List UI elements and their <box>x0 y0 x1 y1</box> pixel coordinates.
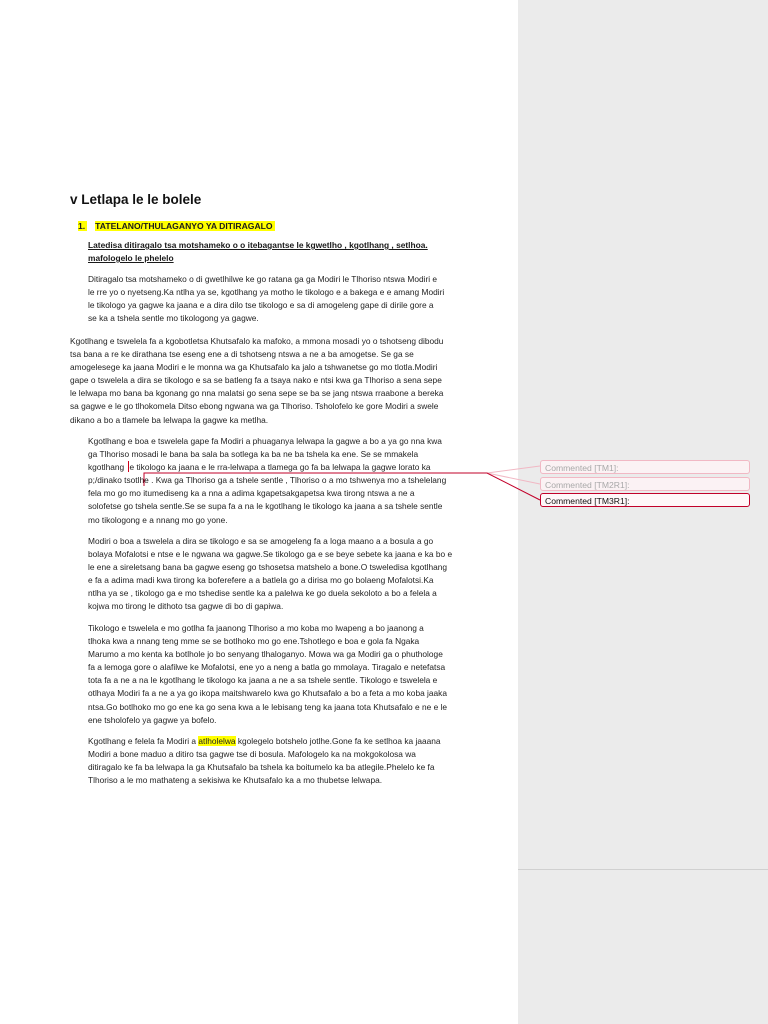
paragraph-4 <box>88 535 508 614</box>
text-line: fa a lemoga gore o alafilwe ke Mofalotsi, ene yo a neng a batla go mmolaya. Tiragalo e netefatsa <box>88 662 446 673</box>
text-line: Marumo a mo kenta ka botlhole jo bo senyang tlhaloganyo. Mowa wa ga Modiri ga o phuthologe <box>88 649 443 660</box>
text-line: Tikologo e tswelela e mo gotlha fa jaanong Tlhoriso a mo koba mo lwapeng a bo jaanong a <box>88 623 424 633</box>
text-line-commented <box>88 461 508 474</box>
comment-tm1[interactable]: Commented [TM1]: <box>540 460 750 474</box>
text-line: Ditiragalo tsa motshameko o di gwetlhilwe ke go ratana ga ga Modiri le Tlhoriso ntswa Modiri e <box>88 274 438 284</box>
text-line: sa gagwe e le go tlhokomela Ditso ebong ngwana wa ga Tlhoriso. Tsholofelo ke gore Modiri a swele <box>70 401 439 412</box>
text-line: se ka a tshela sentle mo tikologong ya gagwe. <box>88 313 259 324</box>
comment-tm3r1[interactable]: Commented [TM3R1]: <box>540 493 750 507</box>
text-line: tota fa a ne a na le kgotlhang le tikologo ka jaana a ne a sa tshele sentle. Tikologo e tswelela e <box>88 675 438 686</box>
text-line: ntlha ya se , tikologo ga e mo tshedise sentle ka a palelwa ke go duela sekoloto a bo a felela a <box>88 588 437 599</box>
text-line: le rre yo o nyetseng.Ka ntlha ya se, kgotlhang ya motho le tikologo e a bakega e e amang Modiri <box>88 287 445 298</box>
text-line: Kgotlhang e boa e tswelela gape fa Modiri a phuaganya lelwapa la gagwe a bo a ya go nna kwa <box>88 436 442 446</box>
text-line: tsa bana a re ke dirathana tse eseng ene a di tshotseng ntswa a ne a ba amogetse. Se ga se <box>70 349 414 360</box>
text-line: le tikologo ya gagwe ka jaana e a dira dilo tse tikologo e sa di amogeleng gape di dirile gore a <box>88 300 434 311</box>
text-line: mo tikologong e a nnang mo go yone. <box>88 514 228 525</box>
text-line: kojwa mo tirong le dithoto tsa gagwe di bo di gapiwa. <box>88 601 284 612</box>
text-line: otlhaya Modiri fa a ne a ya go ikopa maitshwarelo kwa go Khutsafalo a bo a feta a mo koba jaaka <box>88 688 447 699</box>
text-line: ene tsholofelo ya gagwe ya bofelo. <box>88 714 217 725</box>
paragraph-1 <box>88 273 508 325</box>
text-line: le lelwapa mo bana ba kgonang go nna malatsi go sena sepe se ba se jang ntswa rraabone a bereka <box>70 388 444 399</box>
paragraph-5 <box>88 622 508 727</box>
text-line: Tlhoriso a le mo mathateng a sekisiwa ke Khutsafalo ka a mo thubetse lelwapa. <box>88 775 383 786</box>
text-line: dikano a bo a tlamele ba lelwapa la gagwe ka metlha. <box>70 414 269 425</box>
paragraph-2 <box>70 335 510 427</box>
section-subheading <box>88 239 488 265</box>
heading-text: TATELANO/THULAGANYO YA DITIRAGALO <box>95 221 273 231</box>
text-line-highlighted <box>88 735 508 748</box>
text-run: Kgotlhang e felela fa Modiri a <box>88 736 199 746</box>
commented-text[interactable]: e <box>129 462 135 473</box>
text-line: fela mo go mo itumediseng ka a nna a adima kgapetsakgapetsa kwa tirong ntswa a ne a <box>88 488 415 499</box>
text-line: solofetse go tshela sentle.Se se supa fa a na le kgotlhang le tikologo ka jaana a sa tshele sentle <box>88 501 443 512</box>
highlighted-word: atlholelwa <box>198 736 236 746</box>
text-line: ditiragalo ke fa ba lelwapa la ga Khutsafalo ba tshela ka boitumelo ka ba atlegile.Phelelo ke fa <box>88 762 435 773</box>
text-line: Modiri a bone maduo a ditiro tsa gagwe tse di bosula. Mafologelo ka na mokgokolosa wa <box>88 749 416 760</box>
text-line: tlhoka kwa a nnang teng mme se se botlhoko mo go ene.Tshotlego e boa e gola fa Ngaka <box>88 636 420 647</box>
margin-divider <box>518 869 768 870</box>
paragraph-3 <box>88 435 508 527</box>
text-line: bolaya Mofalotsi e ntse e le ngwana wa gagwe.Se tikologo ga e se beye sebete ka jaana e ka bo e <box>88 549 453 560</box>
text-line: amogelesege ka jaana Modiri e le monna wa ga Khutsafalo ka jalo a tshwanetse go mo tlotla.Modiri <box>70 362 438 373</box>
text-run: kgotlhang <box>88 462 127 473</box>
subheading-line: mafologelo le phelelo <box>88 253 174 263</box>
comments-margin-pane <box>518 0 768 1024</box>
text-run: kgolegelo botshelo jotlhe.Gone fa ke setlhoa ka jaaana <box>235 736 441 746</box>
paragraph-6 <box>88 735 508 787</box>
comment-anchor-marker[interactable] <box>128 461 129 472</box>
text-line: e fa a adima madi kwa tirong ka boferefere a a batlela go a dirisa mo go bolaeng Mofalotsi.Ka <box>88 575 434 586</box>
heading-number: 1. <box>78 221 86 231</box>
text-run: tikologo ka jaana e le rra-lelwapa a tlamega go fa ba lelwapa la gagwe lorato ka <box>134 462 431 473</box>
text-line: ntsa.Go botlhoko mo go ene ka go sena kwa a le lebisang teng ka jaana tota Khutsafalo e ne e le <box>88 701 448 712</box>
comment-tm2r1[interactable]: Commented [TM2R1]: <box>540 477 750 491</box>
text-line: p;/dinako tsotlhe . Kwa ga Tlhoriso ga a tshele sentle , Tlhoriso o a mo tshwenya mo a tshelelang <box>88 475 447 486</box>
text-line: gape o tswelela a dira se tikologo e sa se batleng fa a tsaya nako e ntsi kwa ga Tlhoriso a sena sepe <box>70 375 442 386</box>
text-line: le ene a sireletsang bana ba gagwe eseng go tshosetsa matshelo a bone.O tsweledisa kgotlhang <box>88 562 448 573</box>
text-line: Kgotlhang e tswelela fa a kgobotletsa Khutsafalo ka mafoko, a mmona mosadi yo o tshotseng dibodu <box>70 336 444 346</box>
text-line: ga Tlhoriso mosadi le bana ba sala ba sotlega ka ba ne ba tshela ka ene. Se se mmakela <box>88 449 419 460</box>
document-title: v Letlapa le le bolele <box>70 192 202 207</box>
text-line: Modiri o boa a tswelela a dira se tikologo e sa se amogeleng fa a loga maano a a bosula a go <box>88 536 434 546</box>
section-heading <box>78 220 275 233</box>
subheading-line: Latedisa ditiragalo tsa motshameko o o itebagantse le kgwetlho , kgotlhang , setlhoa. <box>88 240 428 250</box>
